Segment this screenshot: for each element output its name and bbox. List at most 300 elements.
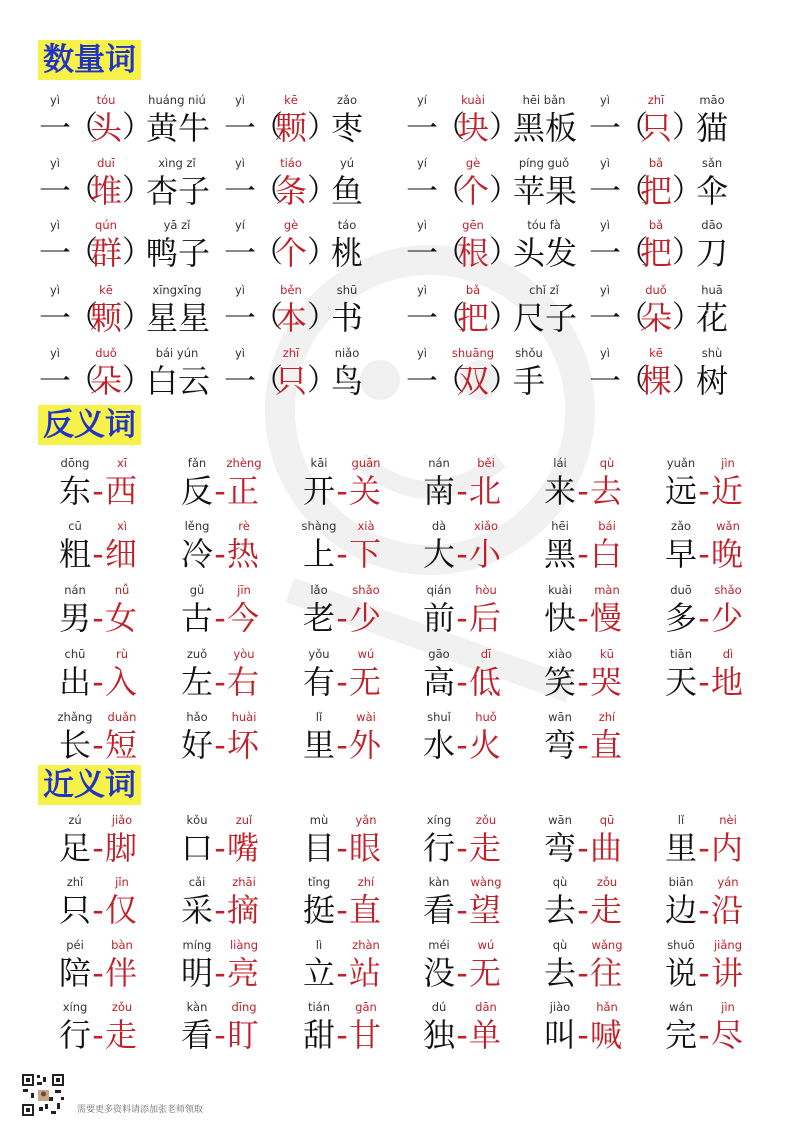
- paren-right: ）: [307, 300, 337, 335]
- synonym-row: [0, 812, 800, 872]
- hanzi-first: 里: [664, 829, 697, 867]
- hanzi-one: 一: [223, 299, 256, 337]
- hanzi-measure: 个: [274, 234, 307, 272]
- pair-dash: -: [577, 1016, 589, 1054]
- pinyin-second: wài: [356, 710, 376, 724]
- hanzi-second: 站: [348, 954, 381, 992]
- pinyin-one: yì: [49, 218, 60, 232]
- pinyin-one: yì: [599, 156, 610, 170]
- hanzi-second: 短: [104, 726, 137, 764]
- hanzi-first: 南: [422, 472, 455, 510]
- antonym-pair: [302, 518, 412, 578]
- synonym-pair: [543, 874, 653, 934]
- paren-left: （: [253, 363, 283, 398]
- hanzi-first: 陪: [58, 954, 91, 992]
- pair-dash: -: [336, 954, 348, 992]
- hanzi-measure: 颗: [274, 109, 307, 147]
- pinyin-second: dì: [722, 647, 734, 661]
- hanzi-first: 出: [58, 663, 91, 701]
- pinyin-first: zú: [68, 813, 82, 827]
- hanzi-noun: 头发: [513, 234, 578, 272]
- hanzi-first: 好: [180, 726, 213, 764]
- hanzi-second: 西: [104, 472, 137, 510]
- antonym-pair: [664, 518, 774, 578]
- antonym-pair: [180, 455, 290, 515]
- hanzi-first: 挺: [302, 891, 335, 929]
- antonym-pair: [302, 455, 412, 515]
- pinyin-one: yí: [416, 156, 427, 170]
- measure-item: [588, 282, 768, 342]
- hanzi-first: 开: [302, 472, 335, 510]
- pinyin-first: nán: [64, 583, 86, 597]
- pinyin-first: lái: [553, 456, 567, 470]
- antonym-row: [0, 646, 800, 706]
- pair-dash: -: [456, 954, 468, 992]
- pinyin-first: zhǎng: [57, 710, 93, 724]
- hanzi-first: 完: [664, 1016, 697, 1054]
- pinyin-measure: zhī: [282, 346, 300, 360]
- pair-dash: -: [336, 535, 348, 573]
- pair-dash: -: [577, 663, 589, 701]
- pinyin-first: jiào: [549, 1000, 571, 1014]
- pinyin-first: chū: [64, 647, 86, 661]
- hanzi-first: 老: [302, 599, 335, 637]
- hanzi-one: 一: [223, 172, 256, 210]
- hanzi-measure: 把: [639, 234, 672, 272]
- antonym-pair: [664, 455, 774, 515]
- antonym-pair: [180, 709, 290, 769]
- hanzi-second: 仅: [104, 891, 137, 929]
- pinyin-first: duō: [670, 583, 692, 597]
- hanzi-first: 古: [180, 599, 213, 637]
- paren-right: ）: [307, 110, 337, 145]
- pinyin-noun: huā: [701, 283, 723, 297]
- pinyin-second: zǒu: [596, 875, 618, 889]
- pair-dash: -: [577, 954, 589, 992]
- hanzi-second: 低: [468, 663, 501, 701]
- pinyin-first: lǐ: [677, 813, 685, 827]
- pinyin-second: jìn: [721, 456, 735, 470]
- qr-code-icon: [21, 1073, 65, 1117]
- pair-dash: -: [698, 891, 710, 929]
- hanzi-noun: 黄牛: [146, 109, 211, 147]
- pair-dash: -: [92, 535, 104, 573]
- paren-right: ）: [122, 110, 152, 145]
- synonym-pair: [58, 937, 168, 997]
- antonym-pair: [180, 582, 290, 642]
- pinyin-first: nán: [428, 456, 450, 470]
- synonym-row: [0, 937, 800, 997]
- measure-item: [223, 282, 403, 342]
- pinyin-second: jiǎng: [713, 938, 743, 952]
- hanzi-second: 无: [348, 663, 381, 701]
- paren-right: ）: [489, 300, 519, 335]
- paren-right: ）: [307, 235, 337, 270]
- pinyin-second: jìn: [721, 1000, 735, 1014]
- pair-dash: -: [336, 829, 348, 867]
- hanzi-one: 一: [405, 299, 438, 337]
- pinyin-second: guān: [351, 456, 381, 470]
- synonym-pair: [422, 999, 532, 1059]
- measure-row: [0, 345, 800, 405]
- pinyin-second: jīn: [237, 583, 251, 597]
- pinyin-first: xíng: [426, 813, 452, 827]
- synonym-pair: [302, 937, 412, 997]
- antonym-pair: [58, 455, 168, 515]
- hanzi-noun: 伞: [696, 172, 729, 210]
- synonyms-title: 近义词: [38, 765, 141, 805]
- hanzi-second: 去: [589, 472, 622, 510]
- measure-item: [223, 155, 403, 215]
- paren-left: （: [435, 300, 465, 335]
- hanzi-measure: 双: [456, 362, 489, 400]
- pinyin-first: wān: [548, 813, 572, 827]
- hanzi-first: 说: [664, 954, 697, 992]
- paren-right: ）: [122, 300, 152, 335]
- hanzi-first: 没: [422, 954, 455, 992]
- pinyin-first: dōng: [60, 456, 90, 470]
- pinyin-one: yì: [234, 93, 245, 107]
- pinyin-second: dī: [480, 647, 492, 661]
- measure-item: [405, 282, 585, 342]
- pinyin-first: dú: [431, 1000, 447, 1014]
- hanzi-second: 入: [104, 663, 137, 701]
- paren-left: （: [435, 363, 465, 398]
- pinyin-first: biān: [668, 875, 694, 889]
- hanzi-one: 一: [405, 234, 438, 272]
- hanzi-second: 望: [468, 891, 501, 929]
- pinyin-second: zhèng: [226, 456, 262, 470]
- footer-tip: 需要更多资料请添加张老师领取: [77, 1105, 204, 1115]
- pinyin-noun: yú: [339, 156, 355, 170]
- pair-dash: -: [698, 599, 710, 637]
- pinyin-measure: běn: [280, 283, 302, 297]
- hanzi-second: 今: [226, 599, 259, 637]
- hanzi-measure: 把: [639, 172, 672, 210]
- pinyin-measure: shuāng: [451, 346, 495, 360]
- antonym-pair: [664, 582, 774, 642]
- pinyin-noun: dāo: [701, 218, 723, 232]
- pinyin-first: hēi: [551, 519, 569, 533]
- hanzi-second: 脚: [104, 829, 137, 867]
- measure-item: [223, 92, 403, 152]
- hanzi-first: 上: [302, 535, 335, 573]
- pinyin-first: gāo: [428, 647, 450, 661]
- pinyin-one: yì: [599, 346, 610, 360]
- pinyin-first: gǔ: [189, 583, 205, 597]
- paren-left: （: [618, 235, 648, 270]
- antonym-pair: [422, 709, 532, 769]
- antonym-pair: [422, 646, 532, 706]
- hanzi-measure: 堆: [89, 172, 122, 210]
- pair-dash: -: [214, 599, 226, 637]
- pinyin-one: yì: [599, 218, 610, 232]
- pinyin-first: shàng: [301, 519, 337, 533]
- measure-row: [0, 282, 800, 342]
- antonym-pair: [422, 518, 532, 578]
- synonym-pair: [422, 812, 532, 872]
- synonym-pair: [180, 999, 290, 1059]
- pinyin-one: yì: [234, 346, 245, 360]
- pinyin-noun: shù: [701, 346, 723, 360]
- antonym-pair: [58, 646, 168, 706]
- hanzi-one: 一: [38, 234, 71, 272]
- hanzi-measure: 只: [639, 109, 672, 147]
- pinyin-first: mù: [309, 813, 329, 827]
- pinyin-measure: kē: [284, 93, 298, 107]
- pinyin-one: yì: [49, 283, 60, 297]
- paren-right: ）: [672, 363, 702, 398]
- hanzi-second: 走: [468, 829, 501, 867]
- hanzi-one: 一: [588, 234, 621, 272]
- synonym-pair: [180, 812, 290, 872]
- hanzi-first: 男: [58, 599, 91, 637]
- pinyin-first: shuǐ: [427, 710, 451, 724]
- synonym-pair: [58, 874, 168, 934]
- hanzi-measure: 群: [89, 234, 122, 272]
- hanzi-second: 走: [589, 891, 622, 929]
- pinyin-first: méi: [428, 938, 450, 952]
- pinyin-second: xī: [116, 456, 127, 470]
- measure-words-title: 数量词: [38, 40, 141, 80]
- pinyin-noun: huáng niú: [148, 93, 206, 107]
- pinyin-first: kāi: [310, 456, 328, 470]
- hanzi-first: 弯: [543, 726, 576, 764]
- synonym-pair: [422, 874, 532, 934]
- antonym-pair: [664, 646, 774, 706]
- pinyin-first: kàn: [186, 1000, 208, 1014]
- pair-dash: -: [214, 829, 226, 867]
- hanzi-second: 哭: [589, 663, 622, 701]
- pair-dash: -: [92, 954, 104, 992]
- pinyin-noun: píng guǒ: [518, 156, 570, 170]
- hanzi-first: 去: [543, 891, 576, 929]
- hanzi-second: 伴: [104, 954, 137, 992]
- hanzi-first: 采: [180, 891, 213, 929]
- measure-item: [405, 217, 585, 277]
- pinyin-measure: gè: [283, 218, 299, 232]
- pinyin-second: zhí: [357, 875, 375, 889]
- pair-dash: -: [92, 599, 104, 637]
- pair-dash: -: [214, 726, 226, 764]
- pair-dash: -: [456, 472, 468, 510]
- antonyms-title: 反义词: [38, 405, 141, 445]
- pinyin-noun: xīngxīng: [152, 283, 202, 297]
- pair-dash: -: [92, 891, 104, 929]
- hanzi-second: 摘: [226, 891, 259, 929]
- pinyin-second: màn: [594, 583, 620, 597]
- pinyin-measure: kē: [99, 283, 113, 297]
- antonym-pair: [58, 518, 168, 578]
- paren-left: （: [435, 173, 465, 208]
- pinyin-first: zuǒ: [186, 647, 208, 661]
- hanzi-first: 看: [180, 1016, 213, 1054]
- pinyin-first: kuài: [548, 583, 572, 597]
- hanzi-measure: 只: [274, 362, 307, 400]
- pinyin-noun: xìng zǐ: [158, 156, 196, 170]
- synonym-pair: [543, 937, 653, 997]
- pair-dash: -: [92, 829, 104, 867]
- measure-item: [38, 155, 218, 215]
- pinyin-first: péi: [66, 938, 84, 952]
- pinyin-first: dà: [431, 519, 447, 533]
- hanzi-second: 右: [226, 663, 259, 701]
- pinyin-noun: zǎo: [336, 93, 358, 107]
- hanzi-noun: 苹果: [513, 172, 578, 210]
- measure-row: [0, 155, 800, 215]
- hanzi-second: 嘴: [226, 829, 259, 867]
- pinyin-second: rù: [115, 647, 129, 661]
- pinyin-second: jǐn: [115, 875, 129, 889]
- pinyin-second: huǒ: [475, 710, 497, 724]
- paren-left: （: [618, 300, 648, 335]
- paren-right: ）: [122, 235, 152, 270]
- pinyin-second: qū: [599, 813, 615, 827]
- hanzi-one: 一: [588, 172, 621, 210]
- hanzi-second: 无: [468, 954, 501, 992]
- hanzi-noun: 猫: [696, 109, 729, 147]
- hanzi-first: 行: [58, 1016, 91, 1054]
- pinyin-second: xì: [116, 519, 127, 533]
- pinyin-second: huài: [231, 710, 257, 724]
- hanzi-first: 高: [422, 663, 455, 701]
- antonym-row: [0, 582, 800, 642]
- hanzi-one: 一: [405, 109, 438, 147]
- pinyin-measure: gēn: [462, 218, 484, 232]
- paren-left: （: [435, 235, 465, 270]
- hanzi-second: 往: [589, 954, 622, 992]
- hanzi-second: 尽: [710, 1016, 743, 1054]
- pinyin-first: zhǐ: [66, 875, 84, 889]
- pair-dash: -: [698, 472, 710, 510]
- hanzi-second: 地: [710, 663, 743, 701]
- pinyin-measure: bǎ: [465, 283, 481, 297]
- pinyin-measure: zhī: [647, 93, 665, 107]
- hanzi-first: 大: [422, 535, 455, 573]
- pinyin-noun: sǎn: [701, 156, 723, 170]
- synonym-row: [0, 874, 800, 934]
- synonym-pair: [543, 812, 653, 872]
- hanzi-first: 左: [180, 663, 213, 701]
- hanzi-first: 早: [664, 535, 697, 573]
- pinyin-second: yòu: [233, 647, 255, 661]
- pair-dash: -: [577, 472, 589, 510]
- pair-dash: -: [577, 829, 589, 867]
- pinyin-second: zǒu: [111, 1000, 133, 1014]
- hanzi-noun: 白云: [146, 362, 211, 400]
- hanzi-noun: 鸭子: [146, 234, 211, 272]
- hanzi-second: 后: [468, 599, 501, 637]
- measure-item: [38, 92, 218, 152]
- hanzi-second: 小: [468, 535, 501, 573]
- pair-dash: -: [214, 472, 226, 510]
- pair-dash: -: [577, 599, 589, 637]
- pinyin-first: xíng: [62, 1000, 88, 1014]
- pinyin-one: yì: [234, 156, 245, 170]
- hanzi-first: 看: [422, 891, 455, 929]
- hanzi-second: 直: [589, 726, 622, 764]
- hanzi-one: 一: [588, 109, 621, 147]
- hanzi-first: 明: [180, 954, 213, 992]
- synonym-pair: [302, 812, 412, 872]
- pair-dash: -: [698, 829, 710, 867]
- pair-dash: -: [698, 663, 710, 701]
- measure-item: [588, 217, 768, 277]
- pair-dash: -: [456, 535, 468, 573]
- measure-item: [38, 345, 218, 405]
- antonym-row: [0, 455, 800, 515]
- paren-right: ）: [672, 110, 702, 145]
- pinyin-first: cǎi: [188, 875, 206, 889]
- paren-left: （: [253, 173, 283, 208]
- hanzi-first: 冷: [180, 535, 213, 573]
- hanzi-first: 只: [58, 891, 91, 929]
- pinyin-second: nèi: [719, 813, 737, 827]
- pinyin-second: shǎo: [714, 583, 742, 597]
- paren-left: （: [253, 110, 283, 145]
- pinyin-one: yì: [416, 283, 427, 297]
- hanzi-second: 女: [104, 599, 137, 637]
- pair-dash: -: [456, 1016, 468, 1054]
- synonym-pair: [664, 999, 774, 1059]
- hanzi-first: 口: [180, 829, 213, 867]
- pinyin-second: wǎn: [716, 519, 740, 533]
- antonym-pair: [543, 518, 653, 578]
- hanzi-noun: 尺子: [513, 299, 578, 337]
- pair-dash: -: [577, 891, 589, 929]
- synonym-pair: [302, 874, 412, 934]
- hanzi-first: 边: [664, 891, 697, 929]
- pinyin-first: lì: [315, 938, 323, 952]
- hanzi-one: 一: [38, 172, 71, 210]
- pair-dash: -: [214, 535, 226, 573]
- pinyin-second: qù: [599, 456, 615, 470]
- hanzi-second: 外: [348, 726, 381, 764]
- hanzi-noun: 星星: [146, 299, 211, 337]
- hanzi-first: 来: [543, 472, 576, 510]
- hanzi-measure: 本: [274, 299, 307, 337]
- hanzi-measure: 朵: [639, 299, 672, 337]
- hanzi-measure: 头: [89, 109, 122, 147]
- hanzi-second: 少: [348, 599, 381, 637]
- pair-dash: -: [336, 663, 348, 701]
- pinyin-noun: shū: [336, 283, 358, 297]
- pair-dash: -: [336, 1016, 348, 1054]
- pinyin-one: yì: [49, 156, 60, 170]
- pinyin-first: qù: [552, 875, 568, 889]
- pinyin-one: yí: [234, 218, 245, 232]
- pair-dash: -: [336, 472, 348, 510]
- hanzi-one: 一: [405, 172, 438, 210]
- hanzi-one: 一: [223, 234, 256, 272]
- pair-dash: -: [336, 726, 348, 764]
- pinyin-first: kàn: [428, 875, 450, 889]
- antonym-pair: [543, 709, 653, 769]
- pinyin-one: yì: [49, 93, 60, 107]
- hanzi-first: 独: [422, 1016, 455, 1054]
- hanzi-first: 有: [302, 663, 335, 701]
- pinyin-second: zhàn: [352, 938, 380, 952]
- hanzi-second: 单: [468, 1016, 501, 1054]
- pair-dash: -: [456, 726, 468, 764]
- hanzi-first: 叫: [543, 1016, 576, 1054]
- antonym-pair: [302, 646, 412, 706]
- pinyin-measure: qún: [95, 218, 117, 232]
- pinyin-noun: niǎo: [334, 346, 360, 360]
- pinyin-one: yì: [49, 346, 60, 360]
- hanzi-noun: 刀: [696, 234, 729, 272]
- pinyin-first: zǎo: [670, 519, 692, 533]
